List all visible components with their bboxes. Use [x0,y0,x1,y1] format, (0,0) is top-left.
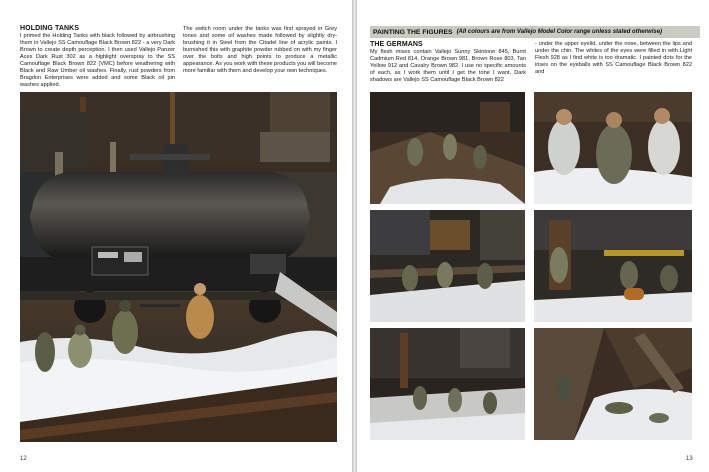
figure-photo-1 [370,92,525,204]
germans-subheading: THE GERMANS [370,41,423,48]
figure-photo-3 [370,210,525,322]
switch-room-text: The switch room under the tanks was first sprayed in Grey tones and some oil washes made followed by slightly dry-brushing it in Steel from the Citadel line of acrylic paints. I burnished this with graphite powder rubbed on with my finger over the bolts and high points to produce a metallic appearance. As you work with these products you will become more familiar with them and develop your own techniques. [183,26,337,74]
holding-tanks-heading: HOLDING TANKS [20,25,80,32]
germans-text-column-1: My flesh mixes contain Vallejo Sunny Skintone 845, Burnt Cadmium Red 814, Orange Brown 981, Brown Rose 803, Tan Yellow 912 and Cavalry Brown 982. I use no specific amounts of each, as I work them until I get the tone I want. Dark shadows are Vallejo SS Camouflage Black Brown 822 [370,49,526,83]
holding-tanks-text: I primed the Holding Tanks with black followed by airbrushing them in Vallejo SS Camouflage Black Brown 822 - a very Dark Brown to create depth perception. I then used Vallejo Panzer Aces Dark Rust 302 as a highlight overspray to the SS Camouflage Black Brown 822 (VMC) before weathering with Black and Raw Umber oil washes. Finally, rust powders from Bragdon Enterprises were added and some Black oil pin washes applied. [20,33,175,88]
figure-photo-6 [534,328,692,440]
page-number-left: 12 [20,456,27,462]
figure-photo-5 [370,328,525,440]
tank-diorama-photo [20,92,337,442]
germans-text-column-2: - under the upper eyelid, under the nose, between the lips and under the chin. The whites of the eyes were filled in with Light Flesh 928 as I find white is too dramatic. I painted dots for the irises on the eyeballs with SS Camouflage Black Brown 822 and [535,41,692,75]
painting-figures-banner [370,26,700,38]
right-page [357,0,709,472]
figure-photo-2 [534,92,692,204]
left-page [0,0,352,472]
banner-note: (All colours are from Vallejo Model Color range unless stated otherwise) [456,29,663,35]
page-number-right: 13 [686,456,693,462]
figure-photo-4 [534,210,692,322]
banner-title: PAINTING THE FIGURES [373,28,453,36]
